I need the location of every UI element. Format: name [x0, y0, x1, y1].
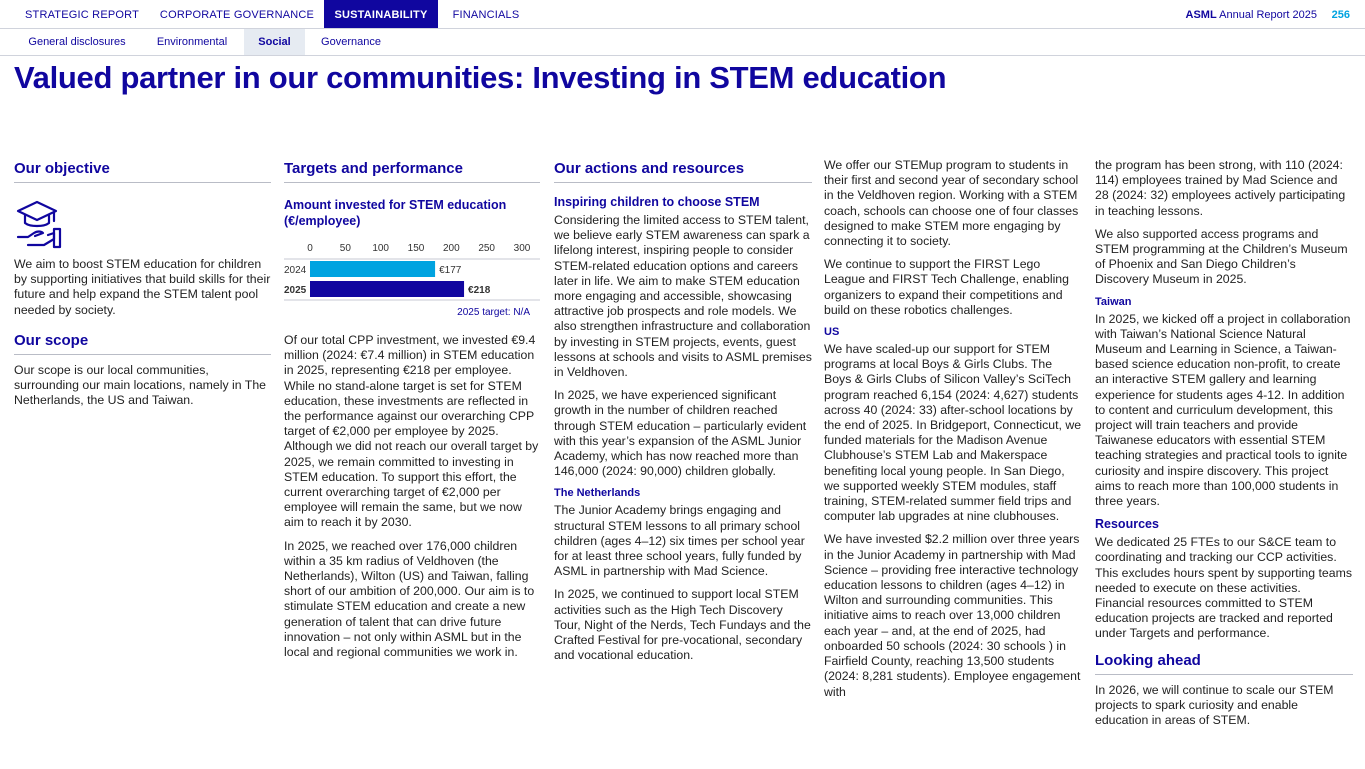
first-lego-para: We continue to support the FIRST Lego League and FIRST Tech Challenge, enabling organizers to expand their competitions and build on these robotics challenges.	[824, 257, 1069, 317]
netherlands-heading: The Netherlands	[554, 487, 641, 500]
actions-para-2: In 2025, we have experienced significant growth in the number of children reached through STEM education – particularly evident with this year’s expansion of the ASML Junior Academy, which has now reached more than 146,000 (2024: 90,000) children globally.	[554, 388, 807, 479]
targets-heading: Targets and performance	[284, 160, 540, 183]
column-objective-scope	[14, 160, 271, 416]
category-label: 2025	[284, 285, 307, 296]
tab-strategic-report[interactable]: STRATEGIC REPORT	[24, 9, 140, 21]
bar	[310, 281, 464, 297]
tick-label: 300	[513, 243, 531, 254]
bar	[310, 261, 435, 277]
category-label: 2024	[284, 265, 307, 276]
education-hand-icon	[14, 197, 62, 253]
us-para-2: We have invested $2.2 million over three years in the Junior Academy in partnership with Mad Science – providing free interactive technology education lessons to children (ages 4–12) in Wilton and surrounding communities. This initiative aims to reach over 13,000 children each year – and, at the end of 2025, had onboarded 50 schools (2024: 30 schools ) in Fairfield County, reaching 13,500 students (2024: 8,281 students). Employee engagement with	[824, 532, 1081, 699]
subtab-social[interactable]: Social	[244, 29, 305, 55]
taiwan-para: In 2025, we kicked off a project in collaboration with Taiwan’s National Science Natural Museum and Learning in Science, a Taiwan-based science education non-profit, to create an interactive STEM gallery and learning experience for students ages 4-12. In addition to content and curriculum development, this project will train teachers and provide Taiwanese educators with essential STEM teaching strategies and practical tools to ignite curiosity and inspire discovery. This project aims to reach more than 100,000 students in three years.	[1095, 311, 1351, 509]
tick-label: 250	[478, 243, 496, 254]
targets-para-2: In 2025, we reached over 176,000 children within a 35 km radius of Veldhoven (the Netherlands), Wilton (US) and Taiwan, falling short of our ambition of 200,000. Our aim is to stimulate STEM education and create a new generation of talent that can drive future innovation – not only within ASML but in the local and regional communities we work in.	[284, 538, 535, 660]
page-number: 256	[1331, 9, 1350, 21]
resources-para: We dedicated 25 FTEs to our S&CE team to coordinating and tracking our CCP activities. This excludes hours spent by supporting teams needed to execute on these activities. Financial resources committed to STEM education projects are tracked and reported under Targets and performance.	[1095, 535, 1353, 641]
us-para-1: We have scaled-up our support for STEM programs at local Boys & Girls Clubs. The Boys & Girls Clubs of Silicon Valley’s SciTech program reached 6,154 (2024: 4,627) students across 40 (2024: 33) after-school locations by the end of 2025. In Bridgeport, Connecticut, we funded materials for the Madison Avenue Clubhouse’s STEM Lab and Makerspace benefiting local young people. In San Diego, we supported weekly STEM modules, staff training, STEM-related summer field trips and computer lab upgrades at nine clubhouses.	[824, 342, 1082, 524]
scope-heading: Our scope	[14, 332, 271, 355]
sub-navigation	[0, 29, 1365, 56]
us-heading: US	[824, 326, 840, 339]
scope-text: Our scope is our local communities, surrounding our main locations, namely in The Netherlands, the US and Taiwan.	[14, 362, 266, 408]
target-annotation: 2025 target: N/A	[457, 307, 530, 318]
column-actions	[554, 160, 812, 671]
tab-sustainability[interactable]: SUSTAINABILITY	[324, 0, 438, 28]
objective-text: We aim to boost STEM education for children by supporting initiatives that build skills for their future and help expand the STEM talent pool needed by society.	[14, 257, 271, 317]
tick-label: 0	[307, 243, 313, 254]
column-targets	[284, 160, 540, 668]
actions-para-4: In 2025, we continued to support local STEM activities such as the High Tech Discovery Tour, Night of the Nerds, Tech Fundays and the Crafted Festival for pre-vocational, secondary and vocational education.	[554, 587, 811, 663]
inspiring-heading: Inspiring children to choose STEM	[554, 195, 760, 209]
taiwan-heading: Taiwan	[1095, 295, 1132, 308]
column-us	[824, 158, 1082, 708]
report-brand: ASML	[1185, 9, 1217, 21]
looking-ahead-para: In 2026, we will continue to scale our STEM projects to spark curiosity and enable education in areas of STEM.	[1095, 682, 1334, 728]
actions-para-1: Considering the limited access to STEM talent, we believe early STEM awareness can spark a lifelong interest, inspiring people to consider STEM-related education options and careers later in life. We aim to make STEM education more engaging and accessible, showcasing attractive job prospects and role models. We also strengthen infrastructure and collaboration by investing in STEM projects, events, guest lessons at schools and visits to ASML premises in Veldhoven.	[554, 213, 812, 380]
value-label: €218	[468, 285, 491, 296]
subtab-governance[interactable]: Governance	[321, 36, 381, 48]
top-navigation	[0, 0, 1365, 29]
tab-financials[interactable]: FINANCIALS	[452, 9, 520, 21]
tick-label: 150	[407, 243, 425, 254]
stemup-para: We offer our STEMup program to students in their first and second year of secondary school in the Veldhoven region. Working with a STEM coach, schools can choose one of four classes designed to make STEM more engaging by connecting it to society.	[824, 158, 1079, 249]
page-title: Valued partner in our communities: Investing in STEM education	[14, 60, 947, 95]
report-name: Annual Report 2025	[1219, 9, 1317, 21]
targets-para-1: Of our total CPP investment, we invested €9.4 million (2024: €7.4 million) in STEM education in 2025, representing €218 per employee. While no stand-alone target is set for STEM education, these investments are reflected in the performance against our overarching CPP target of €2,000 per employee by 2025. Although we did not reach our overall target by 2025, we remain committed to investing in STEM education. To support this effort, the current overarching target of €2,000 per employee will remain the same, but we now aim to reach it by 2030.	[284, 333, 539, 530]
tab-corporate-governance[interactable]: CORPORATE GOVERNANCE	[159, 9, 315, 21]
subtab-environmental[interactable]: Environmental	[156, 36, 228, 48]
looking-ahead-heading: Looking ahead	[1095, 652, 1353, 675]
column-taiwan	[1095, 158, 1353, 736]
tick-label: 200	[442, 243, 460, 254]
museum-para: We also supported access programs and STEM programming at the Children’s Museum of Phoenix and San Diego Children’s Discovery Museum in 2025.	[1095, 226, 1348, 287]
stem-investment-chart	[284, 239, 540, 319]
resources-heading: Resources	[1095, 517, 1159, 532]
report-title	[1186, 0, 1317, 31]
subtab-general-disclosures[interactable]: General disclosures	[28, 36, 126, 48]
program-para: the program has been strong, with 110 (2024: 114) employees trained by Mad Science and 28 (2024: 32) employees actively participating in teaching lessons.	[1095, 158, 1346, 218]
actions-heading: Our actions and resources	[554, 160, 812, 183]
actions-para-3: The Junior Academy brings engaging and structural STEM lessons to all primary school children (ages 4–12) six times per school year for at least three school years, fully funded by ASML in partnership with Mad Science.	[554, 503, 805, 579]
tick-label: 100	[372, 243, 390, 254]
value-label: €177	[439, 265, 462, 276]
objective-heading: Our objective	[14, 160, 271, 183]
chart-title: Amount invested for STEM education (€/employee)	[284, 198, 507, 228]
tick-label: 50	[339, 243, 351, 254]
